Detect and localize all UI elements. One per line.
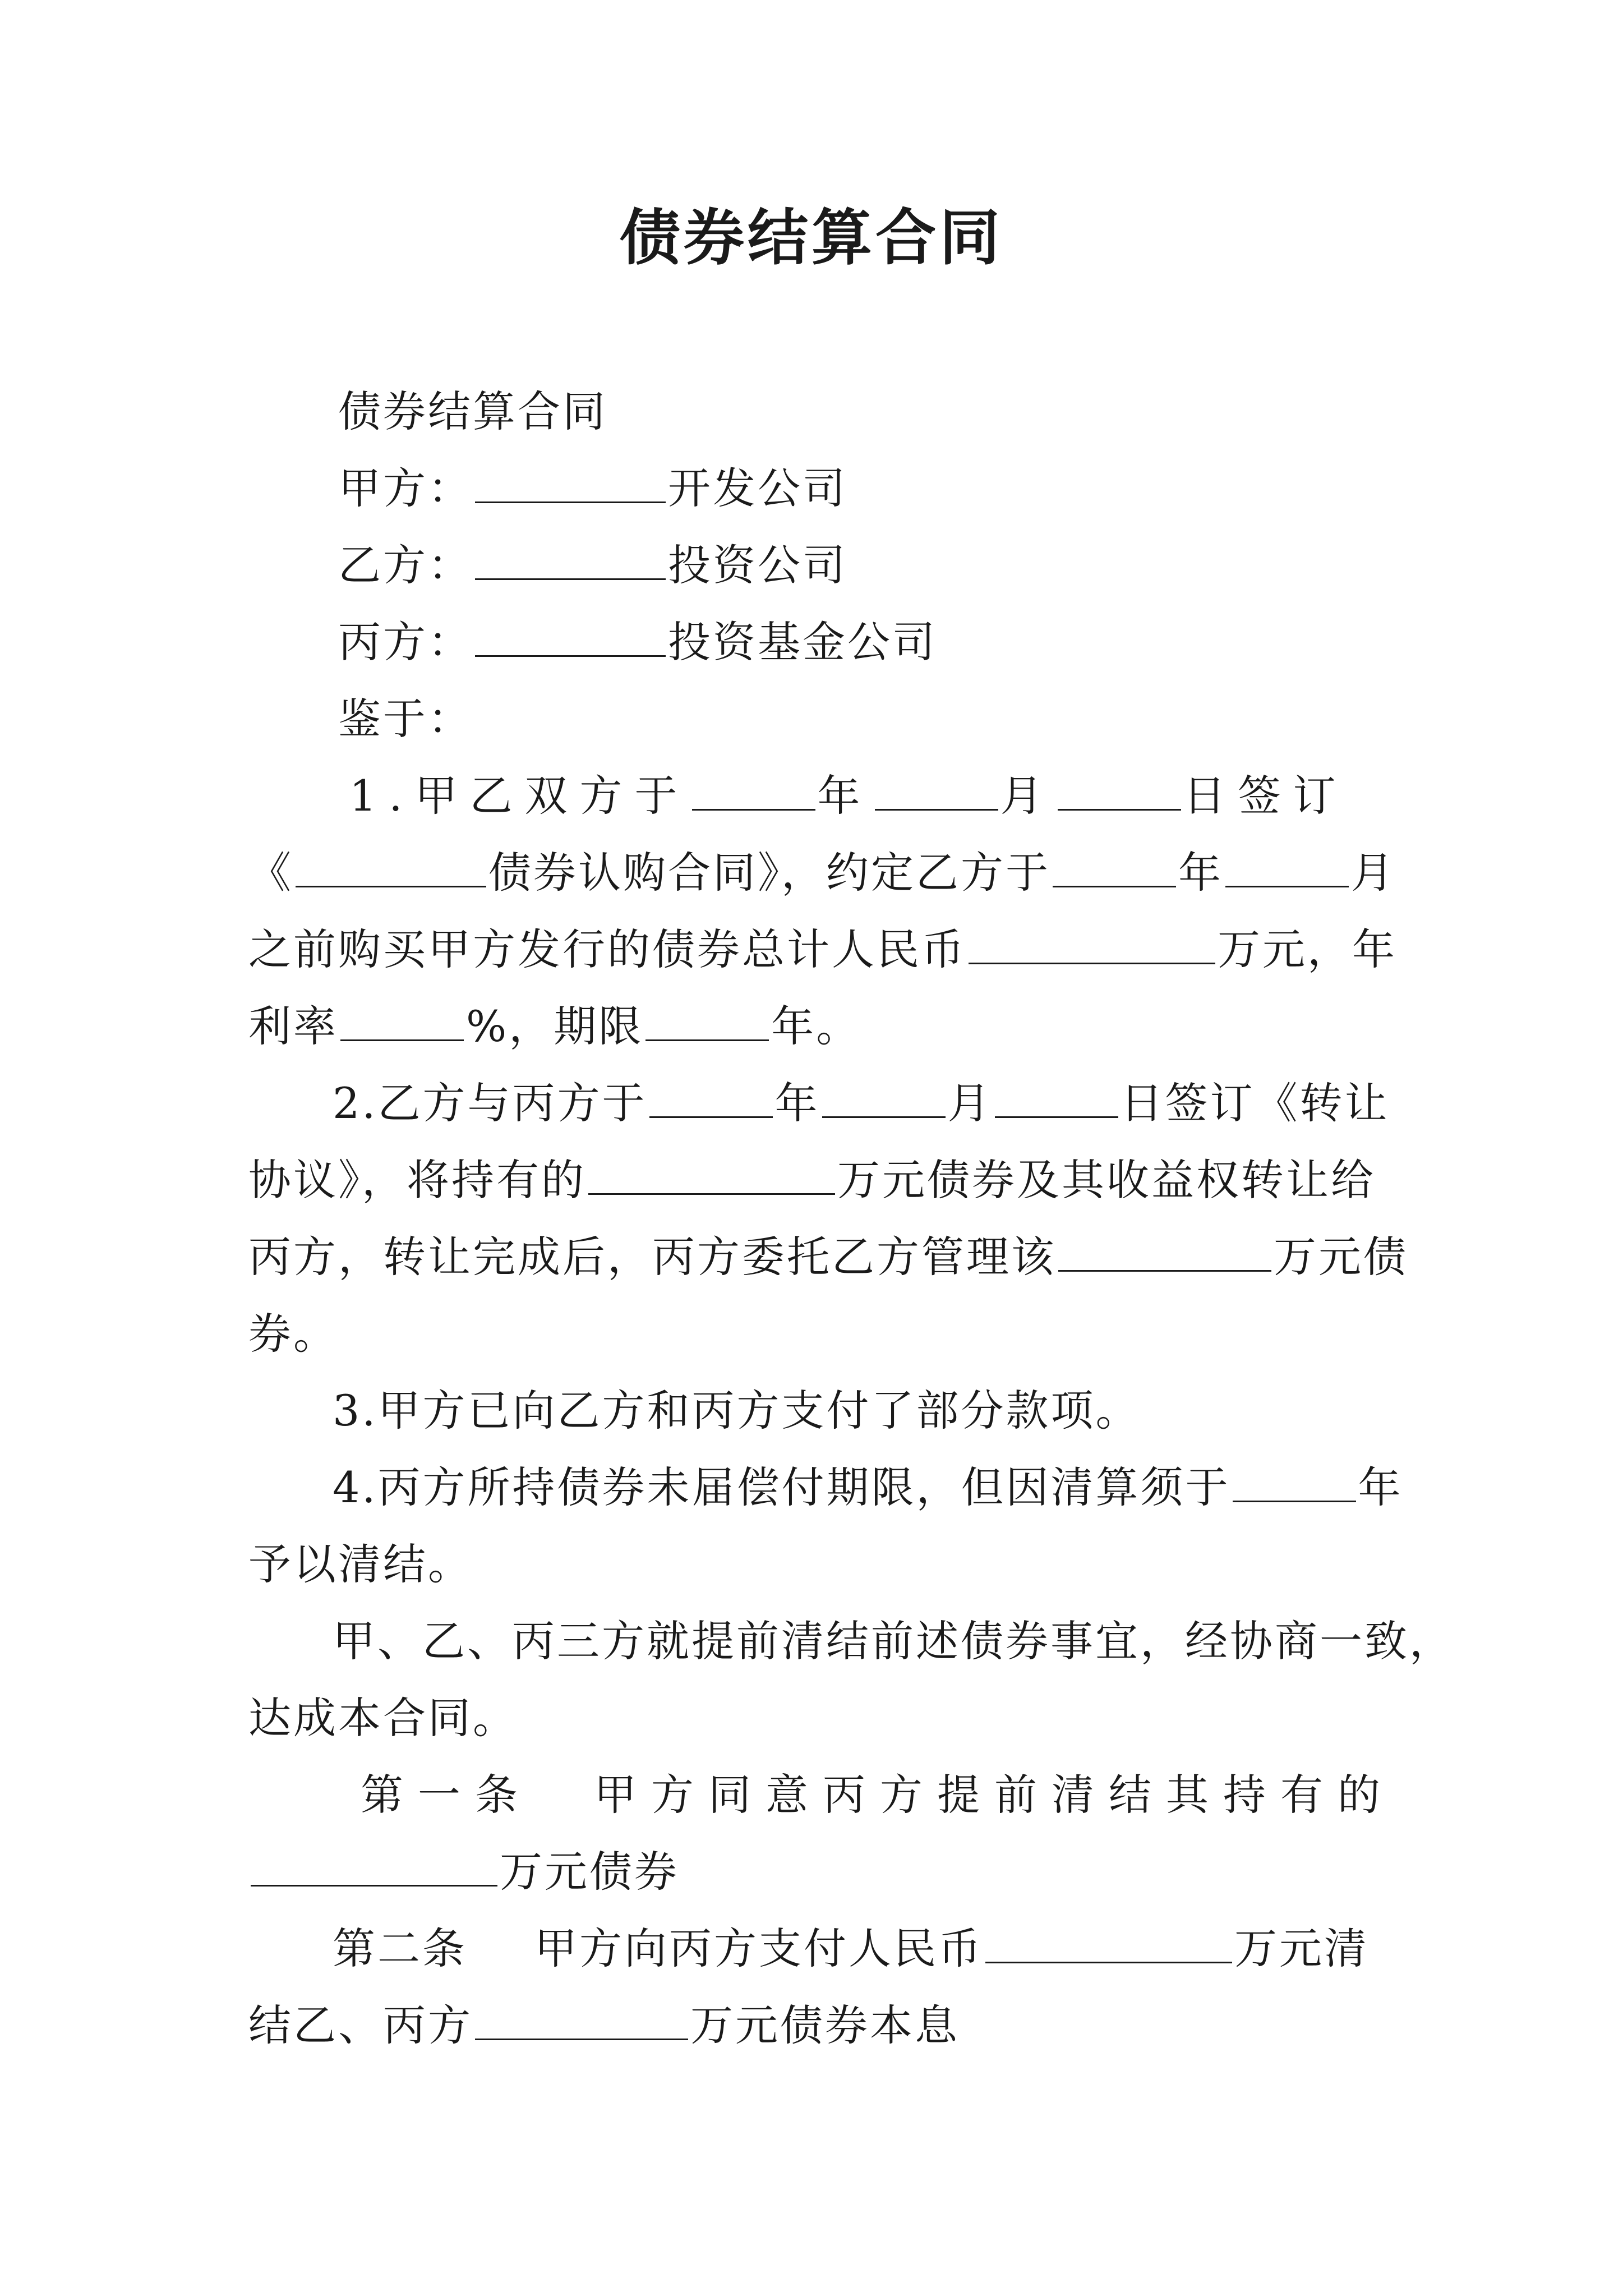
clause2-line1 <box>248 1065 1390 1142</box>
clause1-text-a: 1.甲乙双方于 <box>349 771 690 821</box>
clause1-line3 <box>248 911 1397 988</box>
clause4-text-a: 4.丙方所持债券未届偿付期限，但因清算须于 <box>333 1462 1230 1512</box>
party-a <box>248 450 1381 527</box>
clause2-month: 月 <box>947 1078 993 1128</box>
agreement-line1: 甲、乙、丙三方就提前清结前述债券事宜，经协商一致， <box>333 1616 1454 1666</box>
clause2-text-b: 协议》，将持有的 <box>248 1155 586 1205</box>
article1-label: 第一条 <box>361 1770 532 1820</box>
article1-suffix: 万元债券 <box>500 1847 679 1897</box>
party-c-suffix: 投资基金公司 <box>668 617 937 667</box>
clause2-day-blank <box>995 1080 1118 1118</box>
clause2-line3 <box>248 1218 1408 1295</box>
clause1-month2-blank <box>1225 850 1349 887</box>
article2-line2-prefix: 结乙、丙方 <box>248 2000 473 2050</box>
party-a-blank <box>475 466 666 503</box>
article2-line2-suffix: 万元债券本息 <box>690 2000 960 2050</box>
article2-line2 <box>248 1987 1381 2064</box>
party-a-suffix: 开发公司 <box>668 463 847 513</box>
party-c-label: 丙方： <box>338 617 473 667</box>
clause2-line2 <box>248 1142 1381 1218</box>
clause1-year-blank <box>692 773 815 811</box>
clause2-amount2-blank <box>1058 1234 1271 1272</box>
party-b <box>248 527 1381 604</box>
clause1-term-blank <box>645 1004 769 1041</box>
clause4-text-b: 年 <box>1358 1462 1403 1512</box>
clause1-rate-blank <box>340 1004 464 1041</box>
clause1-open-quote: 《 <box>248 848 293 898</box>
clause1-line1 <box>248 757 1381 834</box>
clause1-month-blank <box>875 773 998 811</box>
clause2-month-blank <box>822 1080 946 1118</box>
article2-amount-blank <box>985 1926 1232 1963</box>
party-a-label: 甲方： <box>338 463 473 513</box>
clause4-line2: 予以清结。 <box>248 1539 473 1589</box>
article2-suffix: 万元清 <box>1234 1924 1369 1973</box>
article2-label: 第二条 <box>333 1924 467 1973</box>
clause2-year-blank <box>649 1080 773 1118</box>
whereas-label: 鉴于： <box>338 694 473 744</box>
clause1-text-c: 万元，年 <box>1218 924 1397 974</box>
clause1-amount-blank <box>969 927 1215 964</box>
clause1-text-f: 年。 <box>771 1001 861 1051</box>
clause1-month2: 月 <box>1351 848 1396 898</box>
clause3: 3.甲方已向乙方和丙方支付了部分款项。 <box>333 1386 1141 1435</box>
clause2-day: 日签订《转让 <box>1120 1078 1390 1128</box>
clause1-text-d: 利率 <box>248 1001 338 1051</box>
clause1-year2: 年 <box>1178 848 1223 898</box>
article1-amount-blank <box>251 1849 497 1887</box>
clause1-contract-name: 债券认购合同》，约定乙方于 <box>488 848 1050 898</box>
clause1-year: 年 <box>817 771 873 821</box>
clause1-line4 <box>248 988 1381 1065</box>
clause4-line1 <box>248 1449 1403 1526</box>
clause1-text-b: 之前购买甲方发行的债券总计人民币 <box>248 924 966 974</box>
article2-line1 <box>248 1910 1381 1987</box>
article2-text: 甲方向丙方支付人民币 <box>534 1924 983 1973</box>
clause2-text-c: 万元债券及其收益权转让给 <box>837 1155 1376 1205</box>
clause1-day-blank <box>1058 773 1181 811</box>
subtitle: 债券结算合同 <box>338 386 607 436</box>
document-body <box>248 373 1454 2064</box>
clause4-year-blank <box>1233 1465 1356 1502</box>
clause2-text-e: 万元债 <box>1274 1232 1408 1282</box>
clause2-text-d: 丙方，转让完成后，丙方委托乙方管理该 <box>248 1232 1056 1282</box>
clause1-month: 月 <box>1000 771 1055 821</box>
clause2-year: 年 <box>774 1078 820 1128</box>
clause1-line2 <box>248 834 1396 911</box>
party-b-blank <box>475 542 666 580</box>
agreement-line2: 达成本合同。 <box>248 1693 518 1743</box>
clause1-text-e: %，期限 <box>466 1001 644 1051</box>
document-title: 债券结算合同 <box>619 203 1003 273</box>
clause2-text-a: 2.乙方与丙方于 <box>333 1078 647 1128</box>
clause1-contract-blank <box>296 850 486 887</box>
clause2-amount-blank <box>588 1157 835 1195</box>
party-b-suffix: 投资公司 <box>668 540 847 590</box>
party-b-label: 乙方： <box>338 540 473 590</box>
clause1-year2-blank <box>1053 850 1176 887</box>
article2-amount2-blank <box>475 2003 688 2040</box>
party-c-blank <box>475 619 666 657</box>
clause2-line4: 券。 <box>248 1309 338 1359</box>
party-c <box>248 604 1381 680</box>
article1-line2 <box>248 1833 1381 1910</box>
article1-line1 <box>248 1756 1395 1833</box>
clause1-day: 日签订 <box>1183 771 1348 821</box>
article1-text: 甲方同意丙方提前清结其持有的 <box>594 1770 1395 1820</box>
